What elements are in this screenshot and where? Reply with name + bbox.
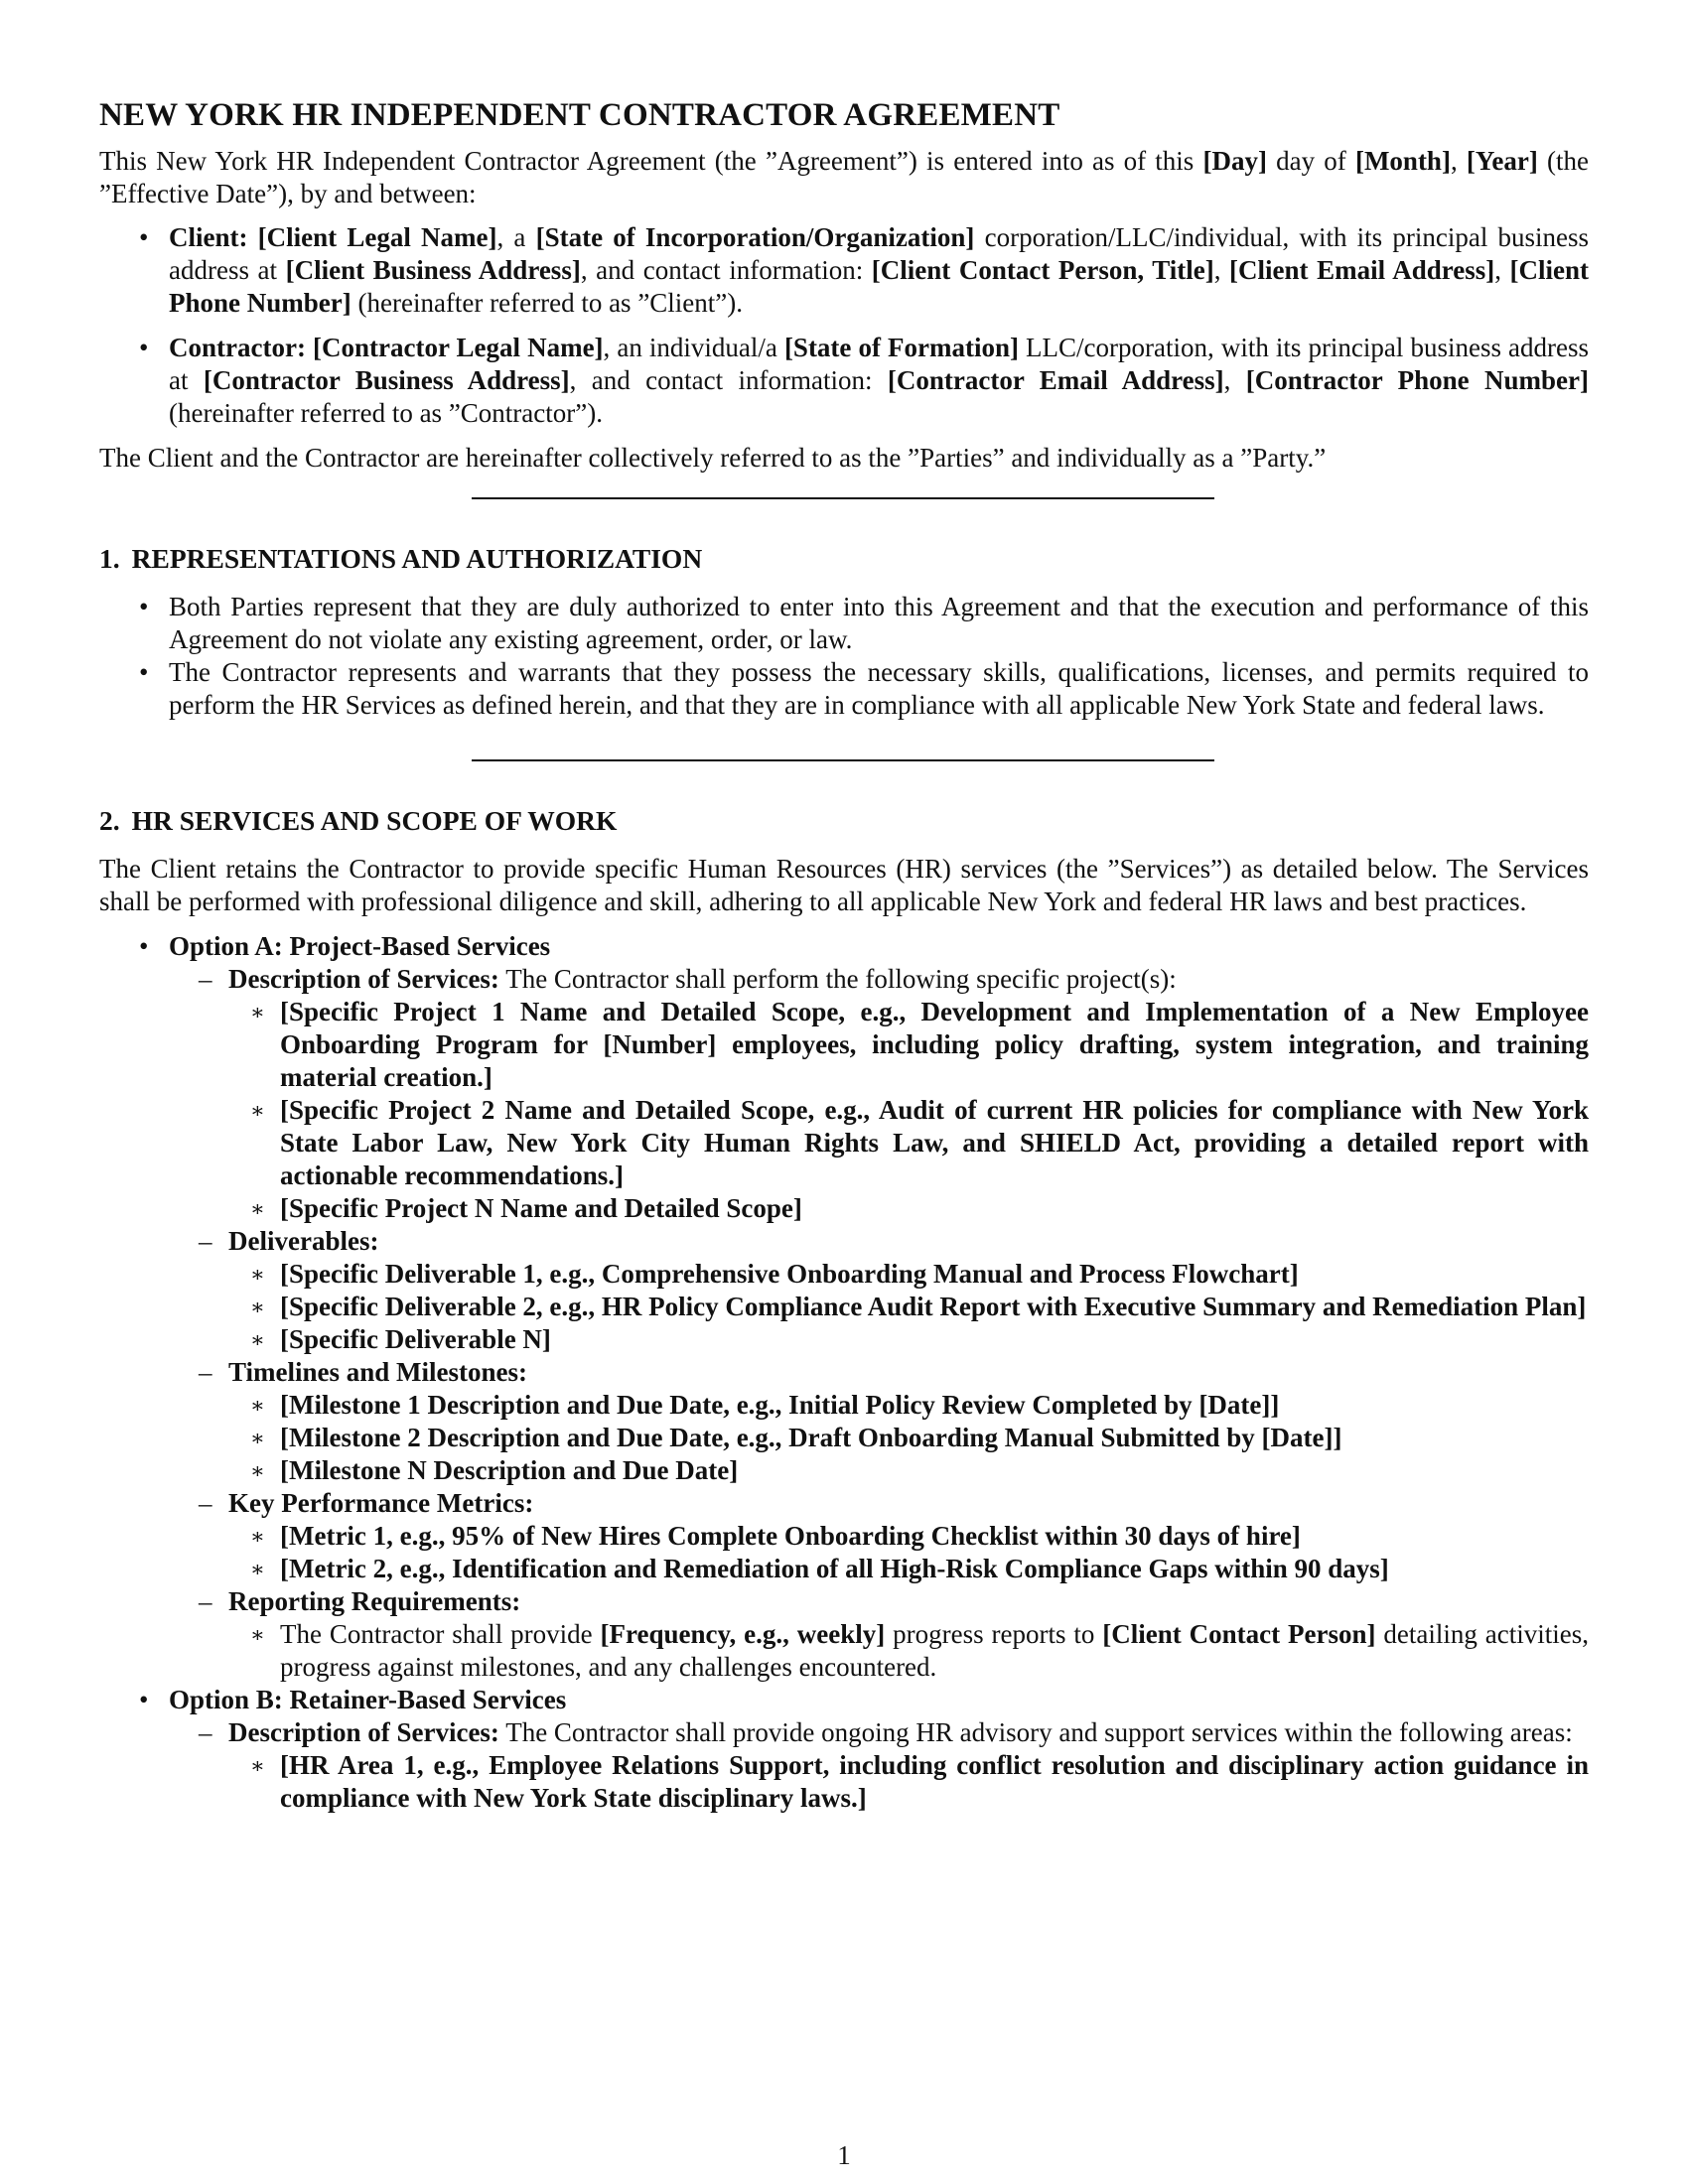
list-item	[169, 1716, 1589, 1815]
list-item	[228, 1389, 1589, 1422]
section-1-title: REPRESENTATIONS AND AUTHORIZATION	[131, 543, 703, 574]
bullet-icon: •	[139, 333, 149, 362]
option-b-description-label: Description of Services:	[228, 1717, 499, 1747]
reporting-text-1: The Contractor shall provide	[280, 1619, 601, 1649]
milestone-text: [Milestone 1 Description and Due Date, e.g., Initial Policy Review Completed by [Date]]	[280, 1390, 1280, 1420]
month-placeholder: [Month]	[1354, 146, 1451, 176]
list-item	[169, 963, 1589, 1225]
section-1-list	[99, 591, 1589, 722]
intro-text-2: day of	[1266, 146, 1355, 176]
asterisk-icon: ∗	[250, 1458, 265, 1483]
projects-list	[228, 996, 1589, 1225]
list-item	[99, 656, 1589, 722]
deliverable-text: [Specific Deliverable N]	[280, 1324, 551, 1354]
intro-text-4: (the ”Effective Date”), by and between:	[99, 146, 1589, 208]
list-item-text: Both Parties represent that they are duly authorized to enter into this Agreement and that the execution and performance of this Agreement do not violate any existing agreement, order, or law.	[169, 592, 1589, 654]
dash-icon: –	[199, 1586, 212, 1616]
client-text-5: ,	[1494, 255, 1510, 285]
list-item	[228, 1454, 1589, 1487]
dash-icon: –	[199, 964, 212, 994]
contractor-state: [State of Formation]	[783, 333, 1019, 362]
section-divider	[472, 497, 1214, 499]
hr-area-text: [HR Area 1, e.g., Employee Relations Support, including conflict resolution and disciplinary action guidance in compliance with New York State disciplinary laws.]	[280, 1750, 1589, 1813]
asterisk-icon: ∗	[250, 1557, 265, 1581]
list-item	[228, 1618, 1589, 1684]
client-text-3: , and contact information:	[580, 255, 872, 285]
list-item	[228, 1192, 1589, 1225]
dash-icon: –	[199, 1717, 212, 1747]
section-2-number: 2.	[99, 805, 120, 836]
asterisk-icon: ∗	[250, 1524, 265, 1549]
reporting-label: Reporting Requirements:	[228, 1586, 521, 1616]
contractor-text-4: ,	[1223, 365, 1246, 395]
intro-paragraph	[99, 145, 1589, 210]
document-page	[99, 95, 1589, 1815]
list-item	[228, 1258, 1589, 1291]
reporting-list	[228, 1618, 1589, 1684]
list-item	[228, 1094, 1589, 1192]
contractor-email: [Contractor Email Address]	[887, 365, 1224, 395]
metric-text: [Metric 2, e.g., Identification and Remediation of all High-Risk Compliance Gaps within 90 days]	[280, 1554, 1389, 1583]
client-label: Client:	[169, 222, 248, 252]
option-b-sublist	[169, 1716, 1589, 1815]
client-text-4: ,	[1213, 255, 1230, 285]
project-text: [Specific Project 2 Name and Detailed Scope, e.g., Audit of current HR policies for compliance with New York State Labor Law, New York City Human Rights Law, and SHIELD Act, providing a detailed report with actionable recommendations.]	[280, 1095, 1589, 1190]
list-item	[169, 1356, 1589, 1487]
option-a-description-label: Description of Services:	[228, 964, 499, 994]
option-a-title: Option A: Project-Based Services	[169, 931, 551, 961]
project-text: [Specific Project N Name and Detailed Scope]	[280, 1193, 802, 1223]
section-1-heading	[99, 542, 1589, 575]
client-phone: [Client Phone Number]	[169, 255, 1590, 318]
parties-note: The Client and the Contractor are hereinafter collectively referred to as the ”Parties” and individually as a ”Party.”	[99, 443, 1327, 473]
asterisk-icon: ∗	[250, 1000, 265, 1024]
option-b-item	[99, 1684, 1589, 1815]
bullet-icon: •	[139, 222, 149, 252]
contractor-name: [Contractor Legal Name]	[313, 333, 604, 362]
client-text-6: (hereinafter referred to as ”Client”).	[351, 288, 744, 318]
option-a-item	[99, 930, 1589, 1684]
contractor-text-3: , and contact information:	[569, 365, 888, 395]
milestone-text: [Milestone 2 Description and Due Date, e.g., Draft Onboarding Manual Submitted by [Date]]	[280, 1423, 1342, 1452]
option-a-sublist	[169, 963, 1589, 1684]
reporting-text-2: progress reports to	[885, 1619, 1103, 1649]
contractor-text-1: , an individual/a	[603, 333, 784, 362]
section-2-intro: The Client retains the Contractor to provide specific Human Resources (HR) services (the ”Services”) as detailed below. The Services shall be performed with professional diligence and skill, adhering to all applicable New York and federal HR laws and best practices.	[99, 854, 1589, 916]
option-b-description-text: The Contractor shall provide ongoing HR advisory and support services within the following areas:	[498, 1717, 1573, 1747]
metric-text: [Metric 1, e.g., 95% of New Hires Complete Onboarding Checklist within 30 days of hire]	[280, 1521, 1301, 1551]
list-item-text: The Contractor represents and warrants that they possess the necessary skills, qualifications, licenses, and permits required to perform the HR Services as defined herein, and that they are in compliance with all applicable New York State and federal laws.	[169, 657, 1589, 720]
deliverable-text: [Specific Deliverable 2, e.g., HR Policy Compliance Audit Report with Executive Summary and Remediation Plan]	[280, 1292, 1587, 1321]
asterisk-icon: ∗	[250, 1196, 265, 1221]
metrics-list	[228, 1520, 1589, 1585]
bullet-icon: •	[139, 931, 149, 961]
section-2-title: HR SERVICES AND SCOPE OF WORK	[131, 805, 618, 836]
list-item	[169, 1487, 1589, 1585]
page-number: 1	[837, 2140, 851, 2170]
deliverables-label: Deliverables:	[228, 1226, 379, 1256]
bullet-icon: •	[139, 592, 149, 621]
client-email: [Client Email Address]	[1229, 255, 1495, 285]
contractor-label: Contractor:	[169, 333, 306, 362]
asterisk-icon: ∗	[250, 1426, 265, 1450]
list-item	[228, 1291, 1589, 1323]
contractor-text-2: LLC/corporation, with its principal business address at	[169, 333, 1590, 395]
metrics-label: Key Performance Metrics:	[228, 1488, 534, 1518]
project-text: [Specific Project 1 Name and Detailed Scope, e.g., Development and Implementation of a New Employee Onboarding Program for [Number] employees, including policy drafting, system integration, and training material creation.]	[280, 997, 1589, 1092]
list-item	[228, 1323, 1589, 1356]
timelines-label: Timelines and Milestones:	[228, 1357, 528, 1387]
client-text-1: , a	[496, 222, 536, 252]
section-1-number: 1.	[99, 543, 120, 574]
dash-icon: –	[199, 1357, 212, 1387]
reporting-text-3: detailing activities, progress against milestones, and any challenges encountered.	[280, 1619, 1589, 1682]
client-state: [State of Incorporation/Organization]	[535, 222, 975, 252]
year-placeholder: [Year]	[1466, 146, 1538, 176]
day-placeholder: [Day]	[1202, 146, 1267, 176]
asterisk-icon: ∗	[250, 1753, 265, 1778]
dash-icon: –	[199, 1488, 212, 1518]
dash-icon: –	[199, 1226, 212, 1256]
list-item	[228, 1422, 1589, 1454]
option-b-title: Option B: Retainer-Based Services	[169, 1685, 567, 1714]
reporting-frequency: [Frequency, e.g., weekly]	[600, 1619, 886, 1649]
milestone-text: [Milestone N Description and Due Date]	[280, 1455, 739, 1485]
reporting-contact: [Client Contact Person]	[1102, 1619, 1376, 1649]
asterisk-icon: ∗	[250, 1327, 265, 1352]
list-item	[169, 1585, 1589, 1684]
document-title: NEW YORK HR INDEPENDENT CONTRACTOR AGREEMENT	[99, 97, 1060, 133]
deliverables-list	[228, 1258, 1589, 1356]
section-2-heading	[99, 804, 1589, 837]
contractor-text-5: (hereinafter referred to as ”Contractor”).	[169, 398, 603, 428]
contractor-address: [Contractor Business Address]	[203, 365, 570, 395]
asterisk-icon: ∗	[250, 1295, 265, 1319]
asterisk-icon: ∗	[250, 1622, 265, 1647]
hr-areas-list	[228, 1749, 1589, 1815]
asterisk-icon: ∗	[250, 1098, 265, 1123]
bullet-icon: •	[139, 657, 149, 687]
list-item	[228, 1520, 1589, 1553]
section-divider	[472, 759, 1214, 761]
client-contact: [Client Contact Person, Title]	[871, 255, 1214, 285]
client-party-item	[99, 221, 1589, 320]
deliverable-text: [Specific Deliverable 1, e.g., Comprehensive Onboarding Manual and Process Flowchart]	[280, 1259, 1299, 1289]
list-item	[99, 591, 1589, 656]
asterisk-icon: ∗	[250, 1393, 265, 1418]
asterisk-icon: ∗	[250, 1262, 265, 1287]
intro-text-1: This New York HR Independent Contractor Agreement (the ”Agreement”) is entered into as of this	[99, 146, 1203, 176]
client-address: [Client Business Address]	[285, 255, 581, 285]
contractor-party-item	[99, 332, 1589, 430]
milestones-list	[228, 1389, 1589, 1487]
option-a-description-text: The Contractor shall perform the following specific project(s):	[498, 964, 1177, 994]
list-item	[228, 1553, 1589, 1585]
list-item	[228, 1749, 1589, 1815]
contractor-phone: [Contractor Phone Number]	[1245, 365, 1589, 395]
intro-text-3: ,	[1450, 146, 1467, 176]
parties-list	[99, 221, 1589, 430]
services-options-list	[99, 930, 1589, 1815]
client-name: [Client Legal Name]	[257, 222, 497, 252]
list-item	[228, 996, 1589, 1094]
client-text-2: corporation/LLC/individual, with its principal business address at	[169, 222, 1590, 285]
bullet-icon: •	[139, 1685, 149, 1714]
list-item	[169, 1225, 1589, 1356]
